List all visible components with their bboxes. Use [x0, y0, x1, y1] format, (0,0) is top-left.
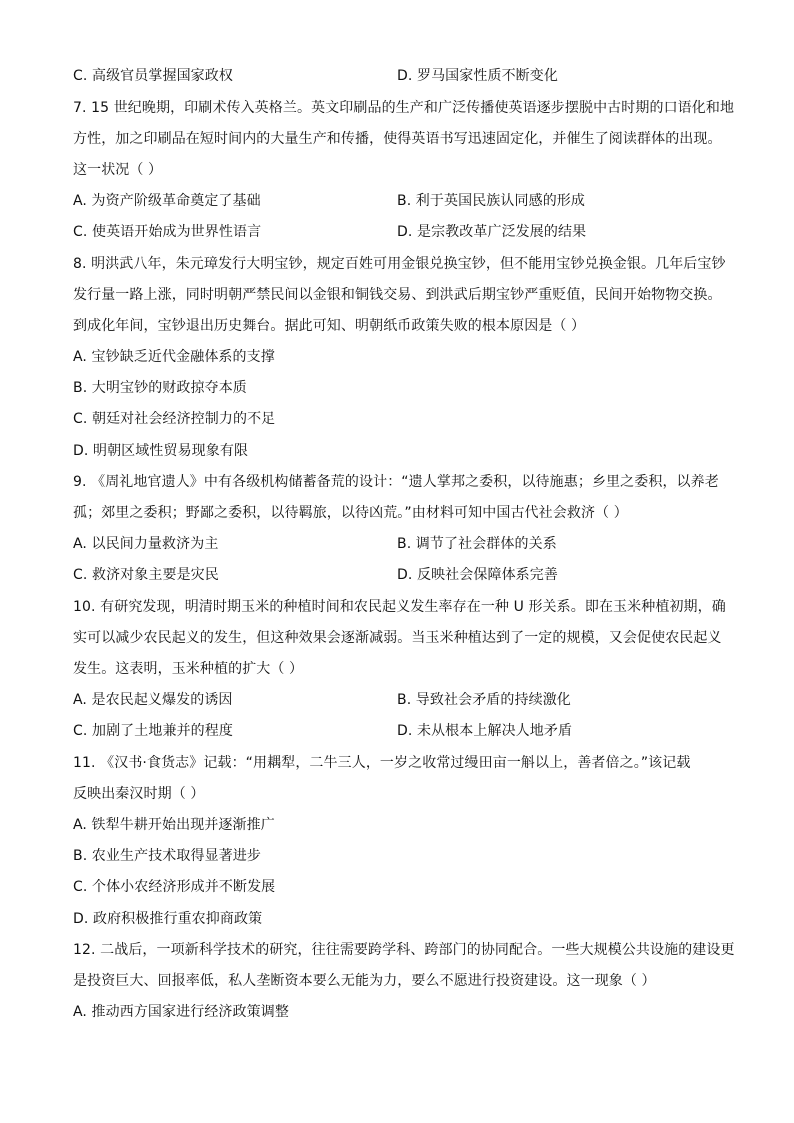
q10-option-c: C. 加剧了土地兼并的程度	[73, 723, 233, 739]
q8-option-d: D. 明朝区域性贸易现象有限	[73, 443, 249, 459]
q10-stem-line-3: 发生。这表明，玉米种植的扩大（ ）	[73, 661, 304, 677]
q8-option-c: C. 朝廷对社会经济控制力的不足	[73, 411, 276, 427]
q12-option-a: A. 推动西方国家进行经济政策调整	[73, 1004, 289, 1020]
q11-option-a: A. 铁犁牛耕开始出现并逐渐推广	[73, 817, 275, 833]
q7-stem-line-3: 这一状况（ ）	[73, 162, 163, 178]
q9-option-c: C. 救济对象主要是灾民	[73, 567, 219, 583]
q8-option-b: B. 大明宝钞的财政掠夺本质	[73, 380, 247, 396]
q9-option-d: D. 反映社会保障体系完善	[397, 567, 558, 583]
q10-stem-line-2: 实可以减少农民起义的发生，但这种效果会逐渐减弱。当玉米种植达到了一定的规模，又会促使农民起义	[73, 630, 722, 646]
q10-option-a: A. 是农民起义爆发的诱因	[73, 692, 233, 708]
q11-option-d: D. 政府积极推行重农抑商政策	[73, 911, 263, 927]
q7-stem-line-1: 7. 15 世纪晚期，印刷术传入英格兰。英文印刷品的生产和广泛传播使英语逐步摆脱中古时期的口语化和地	[73, 100, 735, 116]
q7-option-b: B. 利于英国民族认同感的形成	[397, 193, 586, 209]
q7-stem-line-2: 方性，加之印刷品在短时间内的大量生产和传播，使得英语书写迅速固定化，并催生了阅读群体的出现。	[73, 131, 722, 147]
q12-stem-line-2: 是投资巨大、回报率低，私人垄断资本要么无能为力，要么不愿进行投资建设。这一现象（ ）	[73, 973, 656, 989]
q8-option-a: A. 宝钞缺乏近代金融体系的支撑	[73, 349, 275, 365]
q11-option-c: C. 个体小农经济形成并不断发展	[73, 879, 276, 895]
q7-option-a: A. 为资产阶级革命奠定了基础	[73, 193, 261, 209]
q10-option-d: D. 未从根本上解决人地矛盾	[397, 723, 573, 739]
q9-stem-line-1: 9. 《周礼地官遗人》中有各级机构储蓄备荒的设计：“遗人掌邦之委积，以待施惠；乡里之委积，以养老	[73, 474, 719, 490]
q9-option-a: A. 以民间力量救济为主	[73, 536, 219, 552]
q9-option-b: B. 调节了社会群体的关系	[397, 536, 557, 552]
q7-option-d: D. 是宗教改革广泛发展的结果	[397, 224, 587, 240]
q11-option-b: B. 农业生产技术取得显著进步	[73, 848, 262, 864]
q10-option-b: B. 导致社会矛盾的持续激化	[397, 692, 571, 708]
q8-stem-line-1: 8. 明洪武八年，朱元璋发行大明宝钞，规定百姓可用金银兑换宝钞，但不能用宝钞兑换金银。几年后宝钞	[73, 256, 726, 272]
q8-stem-line-2: 发行量一路上涨，同时明朝严禁民间以金银和铜钱交易、到洪武后期宝钞严重贬值，民间开始物物交换。	[73, 287, 722, 303]
q7-option-c: C. 使英语开始成为世界性语言	[73, 224, 262, 240]
q8-stem-line-3: 到成化年间，宝钞退出历史舞台。据此可知、明朝纸币政策失败的根本原因是（ ）	[73, 318, 586, 334]
q10-stem-line-1: 10. 有研究发现，明清时期玉米的种植时间和农民起义发生率存在一种 U 形关系。即在玉米种植初期，确	[73, 599, 726, 615]
q11-stem-line-2: 反映出秦汉时期（ ）	[73, 786, 205, 802]
q6-option-c: C. 高级官员掌握国家政权	[73, 68, 233, 84]
q11-stem-line-1: 11. 《汉书·食货志》记载：“用耦犁，二牛三人，一岁之收常过缦田亩一斛以上，善者倍之。”该记载	[73, 755, 691, 771]
q6-option-d: D. 罗马国家性质不断变化	[397, 68, 558, 84]
q12-stem-line-1: 12. 二战后，一项新科学技术的研究，往往需要跨学科、跨部门的协同配合。一些大规模公共设施的建设更	[73, 942, 735, 958]
q9-stem-line-2: 孤；郊里之委积；野鄙之委积，以待羁旅，以待凶荒。”由材料可知中国古代社会救济（ ）	[73, 505, 628, 521]
